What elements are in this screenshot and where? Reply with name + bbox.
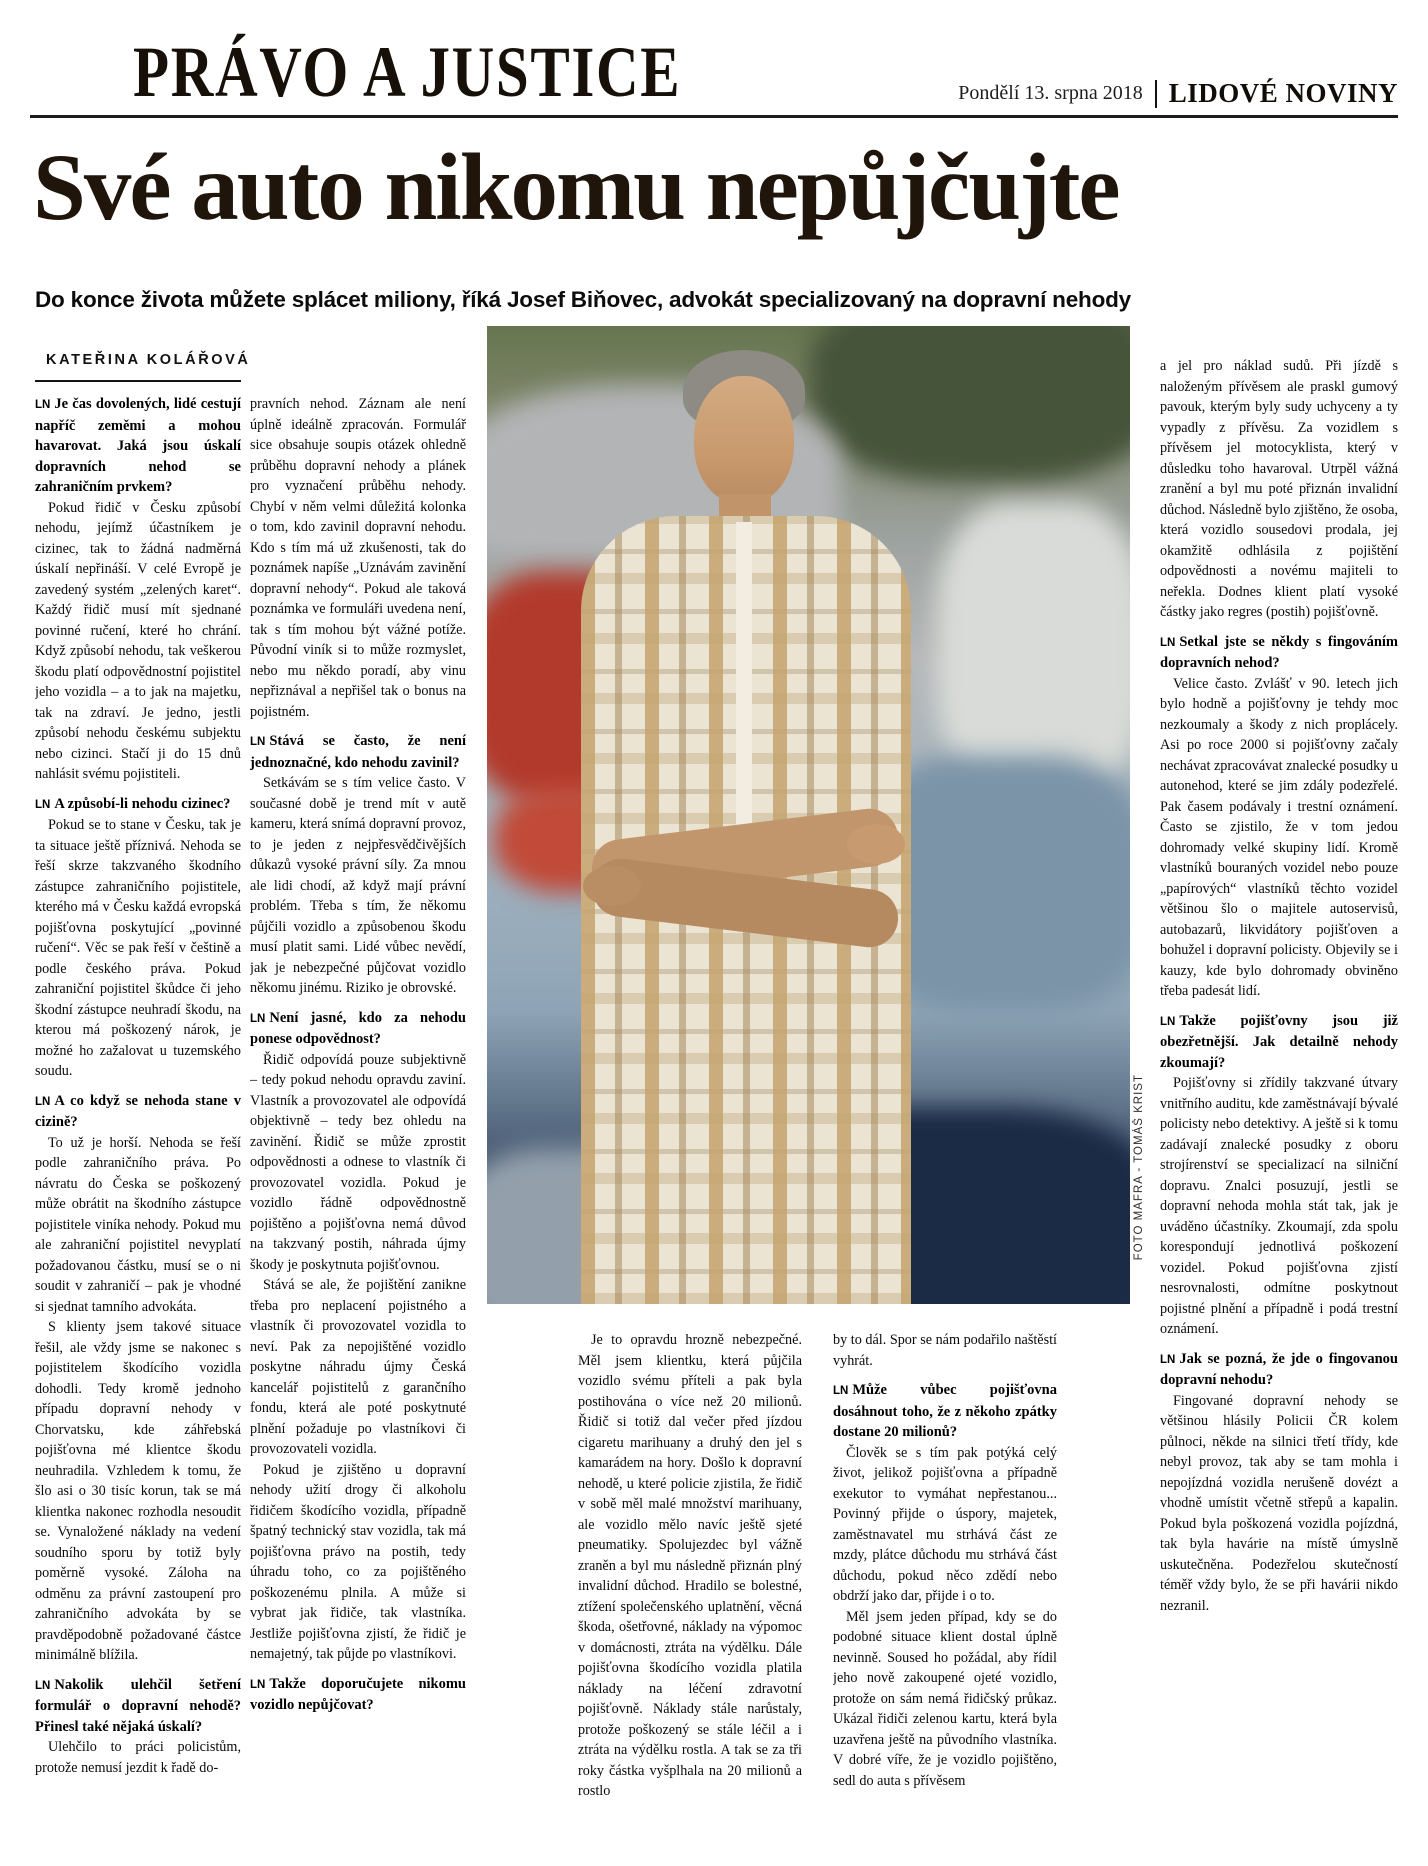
continued-paragraph: by to dál. Spor se nám podařilo naštěstí vyhrát.: [833, 1332, 1057, 1369]
continued-paragraph: pravních nehod. Záznam ale není úplně ideálně zpracován. Formulář sice obsahuje soupis otázek ohledně průběhu dopravní nehody a plánek pro vyznačení průběhu nehody. Chybí v něm velmi důležitá kolonka o tom, kdo zavinil dopravní nehodu. Kdo s tím má už zkušenosti, tak do poznámek napíše „Uznávám zavinění dopravní nehody“. Pokud ale taková poznámka ve formuláři uvedena není, tak s tím mohou být vážné potíže. Původní viník si to může rozmyslet, nebo mu někdo poradí, aby vinu nepřiznával a nepřišel tak o bonus na pojistném.: [250, 396, 466, 720]
question-text: A co když se nehoda stane v cizině?: [35, 1092, 241, 1130]
answer-paragraph: Člověk se s tím pak potýká celý život, jelikož pojišťovna a případně exekutor to vymáhat nepřestanou... Povinný přijde o úspory, majetek, zaměstnavatel mu strhává část ze mzdy, plátce důchodu mu strhává část důchodu, pokud něco zdědí nebo obdrží jako dar, přijde i o to.: [833, 1444, 1057, 1604]
column-2: [250, 394, 466, 1852]
answer-paragraph: Řidič odpovídá pouze subjektivně – tedy pokud nehodu opravdu zaviní. Vlastník a provozovatel ale odpovídá objektivně – tedy bez ohledu na zavinění. Řidič se může zprostit odpovědnosti a odnese to vlastník či provozovatel vozidla. Pokud je vozidlo řádně odpovědnostně pojištěno a pojišťovna nemá důvod na takzvaný postih, náhrada újmy škody je poskytnuta pojišťovnou.: [250, 1051, 466, 1273]
masthead-divider: [1155, 80, 1157, 108]
subhead: Do konce života můžete splácet miliony, říká Josef Biňovec, advokát specializovaný na dopravní nehody: [35, 287, 1131, 312]
ln-prefix: LN: [250, 1678, 266, 1691]
ln-prefix: LN: [35, 798, 51, 811]
question-text: Stává se často, že není jednoznačné, kdo nehodu zavinil?: [250, 733, 466, 771]
question-text: Není jasné, kdo za nehodu ponese odpovědnost?: [250, 1009, 466, 1047]
question: [1160, 1349, 1398, 1391]
answer-paragraph: Měl jsem jeden případ, kdy se do podobné situace klient dostal úplně nevinně. Soused ho požádal, aby řídil jeho nově zakoupené ojeté vozidlo, protože on sám nemá řidičský průkaz. Ukázal řidiči zelenou kartu, která byla uzavřena ještě na původního vlastníka. V dobré víře, že je vozidlo pojištěno, sedl do auta s přívěsem: [833, 1608, 1057, 1789]
column-3: [578, 1330, 802, 1852]
answer-paragraph: Fingované dopravní nehody se většinou hlásily Policii ČR kolem půlnoci, někde na silnici třetí třídy, kde nebyl provoz, tak aby se tam mohla i nepojízdná vozidla nerušeně dovézt a vhodně umístit včetně střepů a kapalin. Pokud byla poškozená vozidla pojízdná, tak byla havárie na místě úmyslně uskutečněna. Podezřelou skutečností téměř vždy bylo, že se při havárii nikdo nezranil.: [1160, 1392, 1398, 1614]
column-5: [1160, 356, 1398, 1852]
photo-credit: FOTO MAFRA - TOMÁŠ KRIST: [1133, 1073, 1145, 1261]
ln-prefix: LN: [250, 1012, 266, 1025]
byline-rule: [35, 380, 241, 382]
column-1: [35, 394, 241, 1852]
question: [1160, 632, 1398, 674]
answer-paragraph: S klienty jsem takové situace řešil, ale vždy jsme se nakonec s pojistitelem škodícího vozidla dohodli. Tedy kromě jednoho případu dopravní nehody v Chorvatsku, kde záhřebská pojišťovna mé klientce škodu neuhradila. Vzhledem k tomu, že šlo asi o 30 tisíc korun, tak se má klientka nakonec rozhodla nesoudit se. Vynaložené náklady na vedení soudního sporu by totiž byly poměrně vysoké. Záloha na odměnu za právní zastoupení pro zahraničního advokáta by se pravděpodobně požadované částce minimálně blížila.: [35, 1319, 241, 1663]
portrait-hand-left: [583, 866, 641, 906]
answer-paragraph: Velice často. Zvlášť v 90. letech jich bylo hodně a pojišťovny je tehdy moc nezkoumaly a škody z nich proplácely. Asi po roce 2000 si pojišťovny začaly nechávat zpracovávat znalecké posudky u autonehod, které se jim zdály podezřelé. Pak časem podávaly i trestní oznámení. Často se zjistilo, že v tom jedou dohromady velké skupiny lidí. Kromě vlastníků bouraných vozidel nebo pouze „papírových“ vlastníků těchto vozidel většinou šlo o majitele autoservisů, autobazarů, likvidátory pojišťoven a bohužel i dopravní policisty. Objevily se i kauzy, kde bylo dohromady obviněno třeba padesát lidí.: [1160, 675, 1398, 999]
answer-paragraph: To už je horší. Nehoda se řeší podle zahraničního práva. Po návratu do Česka se poškozený může obrátit na škodního zástupce pojistitele viníka nehody. Pokud mu ale zahraniční pojistitel nevyplatí požadovanou částku, musí se o ni soudit v zahraničí – pak je vhodné si sjednat tamního advokáta.: [35, 1134, 241, 1315]
byline: KATEŘINA KOLÁŘOVÁ: [46, 352, 251, 368]
answer-paragraph: Pokud řidič v Česku způsobí nehodu, jejímž účastníkem je cizinec, tak to žádná nadměrná úskalí nepřináší. V celé Evropě je zavedený systém „zelených karet“. Každý řidič musí mít sjednané povinné ručení, které ho chrání. Když způsobí nehodu, tak veškerou škodu platí odpovědnostní pojistitel jeho vozidla – a to jak na majetku, tak na zdraví. Je jedno, jestli způsobí nehodu českému subjektu nebo cizinci. Stačí ji do 15 dnů nahlásit svému pojistiteli.: [35, 499, 241, 782]
section-title: PRÁVO A JUSTICE: [133, 32, 682, 112]
question: [833, 1380, 1057, 1443]
question: [1160, 1011, 1398, 1074]
answer-paragraph: Je to opravdu hrozně nebezpečné. Měl jsem klientku, která půjčila vozidlo svému příteli a pak byla postihována o více než 20 milionů. Řidič si totiž dal večer před jízdou cigaretu marihuany a druhý den jel s kamarádem na hory. Došlo k dopravní nehodě, u které policie zjistila, že řidič v sobě měl malé množství marihuany, ale vozidlo mělo navíc ještě sjeté pneumatiky. Spolujezdec byl vážně zraněn a byl mu následně přiznán plný invalidní důchod. Hradilo se bolestné, ztížení společenského uplatnění, věcná škoda, ošetřovné, náklady na výpomoc v domácnosti, ztráta na výdělku. Dále pojišťovna škodícího vozidla platila náklady na léčení zdravotní pojišťovně. Náklady stále narůstaly, protože poškozený se stále léčil a i ztráta na výdělku rostla. A tak se za tři roky částka vyšplhala na 20 milionů a rostlo: [578, 1332, 802, 1799]
ln-prefix: LN: [35, 399, 51, 411]
question: [250, 1674, 466, 1716]
ln-prefix: LN: [1160, 636, 1176, 649]
ln-prefix: LN: [1160, 1015, 1176, 1028]
question: [250, 1008, 466, 1050]
continued-paragraph: a jel pro náklad sudů. Při jízdě s naloženým přívěsem ale praskl gumový pavouk, kterým byly sudy uchyceny a ty vypadly z přívěsu. Za vozidlem s přívěsem jel motocyklista, který v důsledku toho havaroval. Utrpěl vážná zranění a byl mu poté přiznán invalidní důchod. Následně bylo zjištěno, že osoba, která vozidlo sousedovi prodala, jej okamžitě odhlásila z pojištění odpovědnosti a novému majiteli to neřekla. Dodnes klient platí vysoké částky jako regres (postih) pojišťovně.: [1160, 358, 1398, 620]
portrait-man: [487, 326, 1130, 1304]
ln-prefix: LN: [35, 1095, 51, 1108]
question: [250, 731, 466, 773]
ln-prefix: LN: [1160, 1353, 1176, 1366]
portrait-face: [694, 376, 794, 504]
answer-paragraph: Pokud je zjištěno u dopravní nehody užití drogy či alkoholu řidičem škodícího vozidla, případně špatný technický stav vozidla, tak má pojišťovna právo na postih, tedy úhradu toho, co za pojištěného poškozenému plnila. A může si vybrat jak řidiče, tak vlastníka. Jestliže pojišťovna zjistí, že řidič je nemajetný, tak půjde po vlastníkovi.: [250, 1461, 466, 1662]
question-text: Setkal jste se někdy s fingováním dopravních nehod?: [1160, 633, 1398, 671]
question-text: Takže doporučujete nikomu vozidlo nepůjčovat?: [250, 1675, 466, 1713]
question: [35, 1091, 241, 1133]
answer-paragraph: Pokud se to stane v Česku, tak je ta situace ještě příznivá. Nehoda se řeší skrze takzvaného škodního zástupce zahraničního pojistitele, kterého má v Česku každá evropská pojišťovna poskytující „povinné ručení“. Věc se pak řeší v češtině a podle českého práva. Pokud zahraniční pojistitel škůdce či jeho škodní zástupce neuhradí škodu, na kterou má poškozený nárok, je možné ho zažalovat u tuzemského soudu.: [35, 817, 241, 1079]
question-text: Takže pojišťovny jsou již obezřetnější. Jak detailně nehody zkoumají?: [1160, 1012, 1398, 1071]
question: [35, 394, 241, 498]
headline: Své auto nikomu nepůjčujte: [33, 134, 1119, 240]
ln-prefix: LN: [250, 736, 266, 748]
answer-paragraph: Setkávám se s tím velice často. V současné době je trend mít v autě kameru, která snímá dopravní provoz, to je jeden z nejpřesvědčivějších důkazů vysoké právní síly. Za mnou ale lidi chodí, až když mají právní problém. Třeba s tím, že někomu půjčili vozidlo a způsobenou škodu musí platit sami. Lidé vůbec nevědí, jak je nebezpečné půjčovat vozidlo někomu jinému. Riziko je obrovské.: [250, 775, 466, 996]
article-photo: [487, 326, 1130, 1304]
answer-paragraph: Stává se ale, že pojištění zanikne třeba pro neplacení pojistného a vlastník či provozovatel vozidla to neví. Pak za nepojištěné vozidlo poskytne náhradu újmy Česká kancelář pojistitelů z garančního fondu, která ale poté poskytnuté plnění požaduje po vlastníkovi či provozovateli vozidla.: [250, 1277, 466, 1457]
question-text: Může vůbec pojišťovna dosáhnout toho, že z někoho zpátky dostane 20 milionů?: [833, 1382, 1057, 1440]
ln-prefix: LN: [35, 1679, 51, 1692]
question-text: Nakolik ulehčil šetření formulář o dopravní nehodě? Přinesl také nějaká úskalí?: [35, 1676, 241, 1735]
portrait-hand-right: [847, 824, 905, 864]
answer-paragraph: Ulehčilo to práci policistům, protože nemusí jezdit k řadě do-: [35, 1739, 241, 1776]
question: [35, 794, 241, 816]
header-rule: [30, 115, 1398, 118]
question-text: A způsobí-li nehodu cizinec?: [54, 795, 231, 812]
answer-paragraph: Pojišťovny si zřídily takzvané útvary vnitřního auditu, kde zaměstnávají bývalé policisty nebo detektivy. A ještě si k tomu zadávají znalecké posudky z oboru strojírenství se specializací na silniční dopravu. Znalci posuzují, jestli se dopravní nehoda mohla stát tak, jak je uváděno účastníky. Zkoumají, zda spolu korespondují jednotlivá poškození vozidel. Pokud pojišťovna zjistí nesrovnalosti, odmítne poskytnout pojistné plnění a případně i podá trestní oznámení.: [1160, 1075, 1398, 1337]
issue-date: Pondělí 13. srpna 2018: [958, 82, 1143, 104]
question-text: Jak se pozná, že jde o fingovanou dopravní nehodu?: [1160, 1350, 1398, 1388]
masthead-right: [958, 78, 1398, 109]
question-text: Je čas dovolených, lidé cestují napříč zeměmi a mohou havarovat. Jaká jsou úskalí dopravních nehod se zahraničním prvkem?: [35, 396, 241, 495]
question: [35, 1675, 241, 1738]
column-4: [833, 1330, 1057, 1852]
newspaper-name: LIDOVÉ NOVINY: [1168, 78, 1398, 108]
ln-prefix: LN: [833, 1385, 849, 1397]
